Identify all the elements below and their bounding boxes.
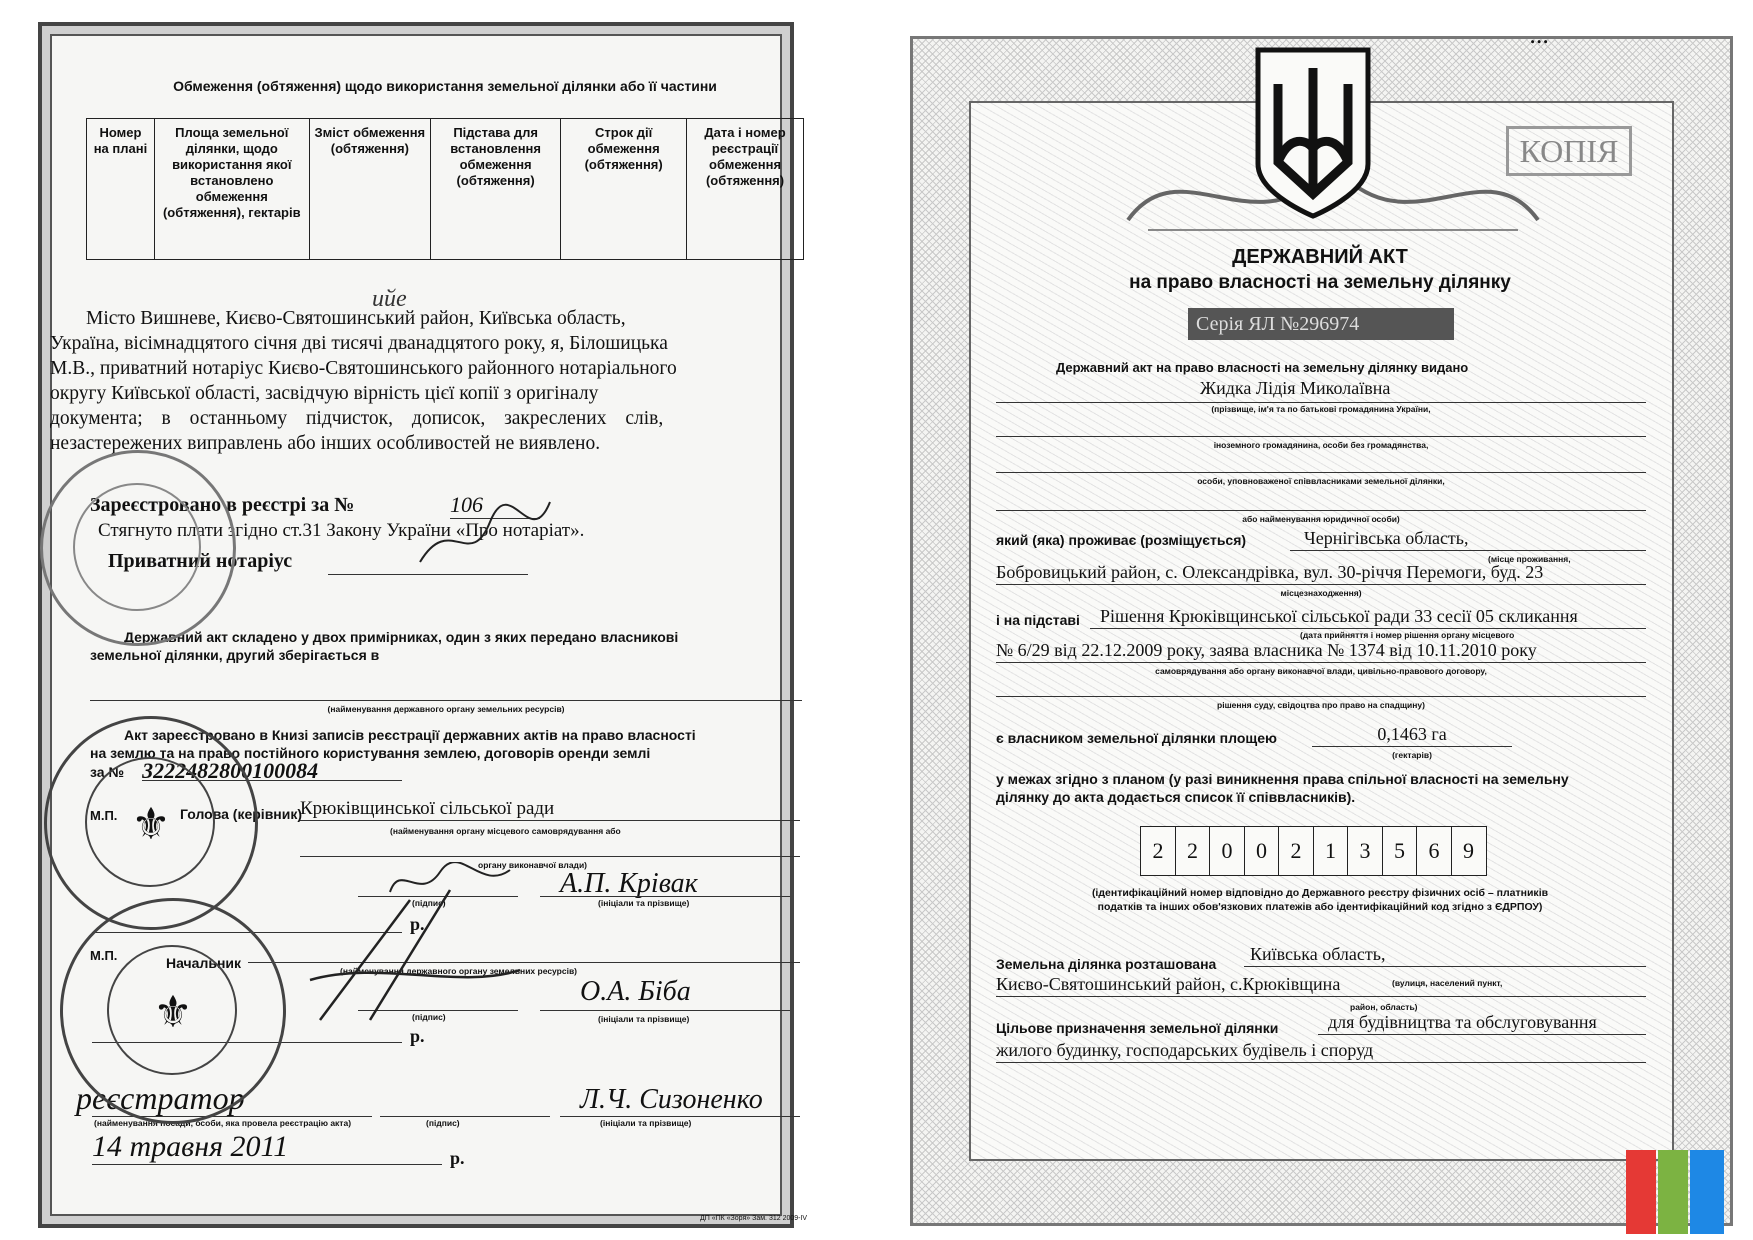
caption-sign-1: (підпис) (412, 898, 446, 908)
act-subtitle: на право власності на земельну ділянку (1129, 272, 1511, 293)
tax-id-digit: 5 (1382, 826, 1418, 876)
tax-id-digit: 2 (1278, 826, 1314, 876)
book-number: 3222482800100084 (142, 762, 402, 781)
tax-id-digit: 9 (1451, 826, 1487, 876)
table-header: Номер на плані (87, 119, 155, 260)
notary-signature (410, 492, 560, 582)
table-header: Строк дії обмеження (обтяження) (561, 119, 687, 260)
caption-exec: органу виконавчої влади) (478, 860, 587, 870)
council-name: Крюківщинської сільської ради (300, 798, 800, 821)
signer-1: А.П. Крівак (560, 868, 698, 899)
tax-id-digit: 3 (1347, 826, 1383, 876)
caption-owner-1: (прізвище, ім'я та по батькові громадянина України, (1211, 404, 1431, 414)
issued-label: Державний акт на право власності на земельну ділянку видано (1056, 360, 1469, 375)
mp-label: М.П. (90, 808, 118, 823)
notary-line: Україна, вісімнадцятого січня дві тисячі дванадцятого року, я, Білошицька (50, 333, 668, 354)
fee-text: Стягнуто плати згідно ст.31 Закону України «Про нотаріат». (98, 520, 585, 541)
year-suffix-2: р. (410, 1026, 425, 1046)
date-handwritten: 14 травня 2011 (92, 1130, 289, 1163)
caption-owner-4: або найменування юридичної особи) (1242, 514, 1400, 524)
chief-label: Начальник (166, 955, 242, 971)
restrictions-title: Обмеження (обтяження) щодо використання земельної ділянки або її частини (173, 78, 717, 94)
notary-line: незастережених виправлень або інших особливостей не виявлено. (50, 433, 601, 454)
caption-owner-2: іноземного громадянина, особи без громадянства, (1213, 440, 1429, 450)
registry-label: Зареєстровано в реєстрі за № (90, 494, 355, 516)
owner-area-label: є власником земельної ділянки площею (996, 730, 1277, 746)
table-header: Дата і номер реєстрації обмеження (обтяження) (687, 119, 804, 260)
tax-id-caption: (ідентифікаційний номер відповідно до Державного реєстру фізичних осіб – платників податків та інших обов'язкових платежів або ідентифікаційний код згідно з ЄДРПОУ) (1091, 887, 1549, 913)
notary-certification (50, 306, 816, 456)
basis-2: № 6/29 від 22.12.2009 року, заява власника № 1374 від 10.11.2010 року (996, 640, 1537, 660)
caption-land-org-2: (найменування державного органу земельних ресурсів) (340, 966, 577, 976)
plan-text: у межах згідно з планом (у разі виникнення права спільної власності на земельну ділянку до акта додається список її співвласників). (996, 771, 1569, 805)
location-1: Київська область, (1250, 944, 1386, 964)
copies-text: Державний акт складено у двох примірниках, один з яких передано власникові земельної ділянки, другий зберігається в (90, 629, 679, 663)
caption-location: місцезнаходження) (1280, 588, 1362, 598)
tax-id-boxes (1140, 826, 1485, 876)
series-number: Серія ЯЛ №296974 (1188, 308, 1454, 340)
caption-basis-1: (дата прийняття і номер рішення органу місцевого (1300, 630, 1515, 640)
notary-line: документа; в останньому підчисток, дописок, закреслених слів, (50, 408, 664, 429)
caption-area: (гектарів) (1392, 750, 1432, 760)
caption-sign-2: (підпис) (412, 1012, 446, 1022)
purpose-2: жилого будинку, господарських будівель і споруд (996, 1040, 1374, 1060)
table-header: Зміст обмеження (обтяження) (309, 119, 430, 260)
site-logo-icon (1626, 1150, 1656, 1234)
notary-line: М.В., приватний нотаріус Києво-Святошинського районного нотаріального (50, 358, 677, 379)
book-registration-text: Акт зареєстровано в Книзі записів реєстрації державних актів на право власності на землю та на право постійного користування землею, договорів оренди землі за № 3222482800100084 (90, 727, 696, 783)
caption-initials-1: (ініціали та прізвище) (598, 898, 690, 908)
location-2: Києво-Святошинський район, с.Крюківщина (996, 974, 1341, 994)
act-title: ДЕРЖАВНИЙ АКТ (1232, 246, 1408, 268)
tax-id-digit: 1 (1313, 826, 1349, 876)
resides-label: який (яка) проживає (розміщується) (996, 532, 1247, 548)
basis-1: Рішення Крюківщинської сільської ради 33 сесії 05 скликання (1100, 606, 1578, 626)
notary-line: Місто Вишневе, Києво-Святошинський район, Київська область, (86, 308, 626, 329)
caption-loc-2: район, область) (1350, 1002, 1418, 1012)
tax-id-digit: 2 (1140, 826, 1176, 876)
corner-handwriting: ... (1530, 20, 1550, 49)
notary-label: Приватний нотаріус (108, 550, 293, 572)
copy-stamp: КОПІЯ (1506, 126, 1632, 176)
caption-residence: (місце проживання, (1488, 554, 1571, 564)
caption-sign-3: (підпис) (426, 1118, 460, 1128)
chief-signature (300, 880, 530, 1040)
year-suffix-1: р. (410, 914, 425, 934)
purpose-1: для будівництва та обслуговування (1328, 1012, 1597, 1032)
registrar-handwritten: реєстратор (76, 1080, 245, 1116)
caption-land-org: (найменування державного органу земельних ресурсів) (327, 704, 565, 714)
residence-2: Бобровицький район, с. Олександрівка, вул. 30-річчя Перемоги, буд. 23 (996, 562, 1544, 582)
caption-initials-3: (ініціали та прізвище) (600, 1118, 692, 1128)
land-agency-stamp: ⚜ (60, 898, 286, 1124)
residence-1: Чернігівська область, (1304, 528, 1469, 548)
year-suffix-3: р. (450, 1148, 465, 1168)
caption-loc-1: (вулиця, населений пункт, (1392, 978, 1503, 988)
table-header: Підстава для встановлення обмеження (обтяження) (431, 119, 561, 260)
caption-basis-3: рішення суду, свідоцтва про право на спадщину) (1217, 700, 1425, 710)
handwritten-insert: ийе (372, 286, 407, 312)
head-label: Голова (керівник) (180, 806, 303, 822)
mp2-label: М.П. (90, 948, 118, 963)
table-header: Площа земельної ділянки, щодо використання якої встановлено обмеження (обтяження), гектарів (154, 119, 309, 260)
area-value: 0,1463 га (1377, 724, 1447, 744)
restrictions-table (86, 118, 804, 260)
caption-local-gov: (найменування органу місцевого самоврядування або (390, 826, 621, 836)
signer-3: Л.Ч. Сизоненко (580, 1084, 763, 1115)
caption-basis-2: самоврядування або органу виконавчої влади, цивільно-правового договору, (1155, 666, 1487, 676)
notary-stamp (40, 450, 236, 646)
notary-line: округу Київської області, засвідчую вірність цієї копії з оригіналу (50, 383, 599, 404)
signer-2: О.А. Біба (580, 976, 691, 1007)
coat-of-arms-icon (1250, 44, 1376, 220)
tax-id-digit: 6 (1416, 826, 1452, 876)
registry-number: 106 (450, 492, 540, 519)
caption-registrar: (найменування посади, особи, яка провела реєстрацію акта) (94, 1118, 352, 1128)
council-stamp: ⚜ (44, 716, 258, 930)
tax-id-digit: 0 (1209, 826, 1245, 876)
printer-footer: ДП «ПК «Зоря» Зам. 312 2009-IV (700, 1215, 808, 1222)
tax-id-digit: 2 (1175, 826, 1211, 876)
owner-name: Жидка Лідія Миколаївна (1200, 378, 1391, 398)
caption-owner-3: особи, уповноваженої співвласниками земельної ділянки, (1197, 476, 1445, 486)
purpose-label: Цільове призначення земельної ділянки (996, 1020, 1279, 1036)
basis-label: і на підставі (996, 612, 1080, 628)
tax-id-digit: 0 (1244, 826, 1280, 876)
location-label: Земельна ділянка розташована (996, 956, 1217, 972)
caption-initials-2: (ініціали та прізвище) (598, 1014, 690, 1024)
